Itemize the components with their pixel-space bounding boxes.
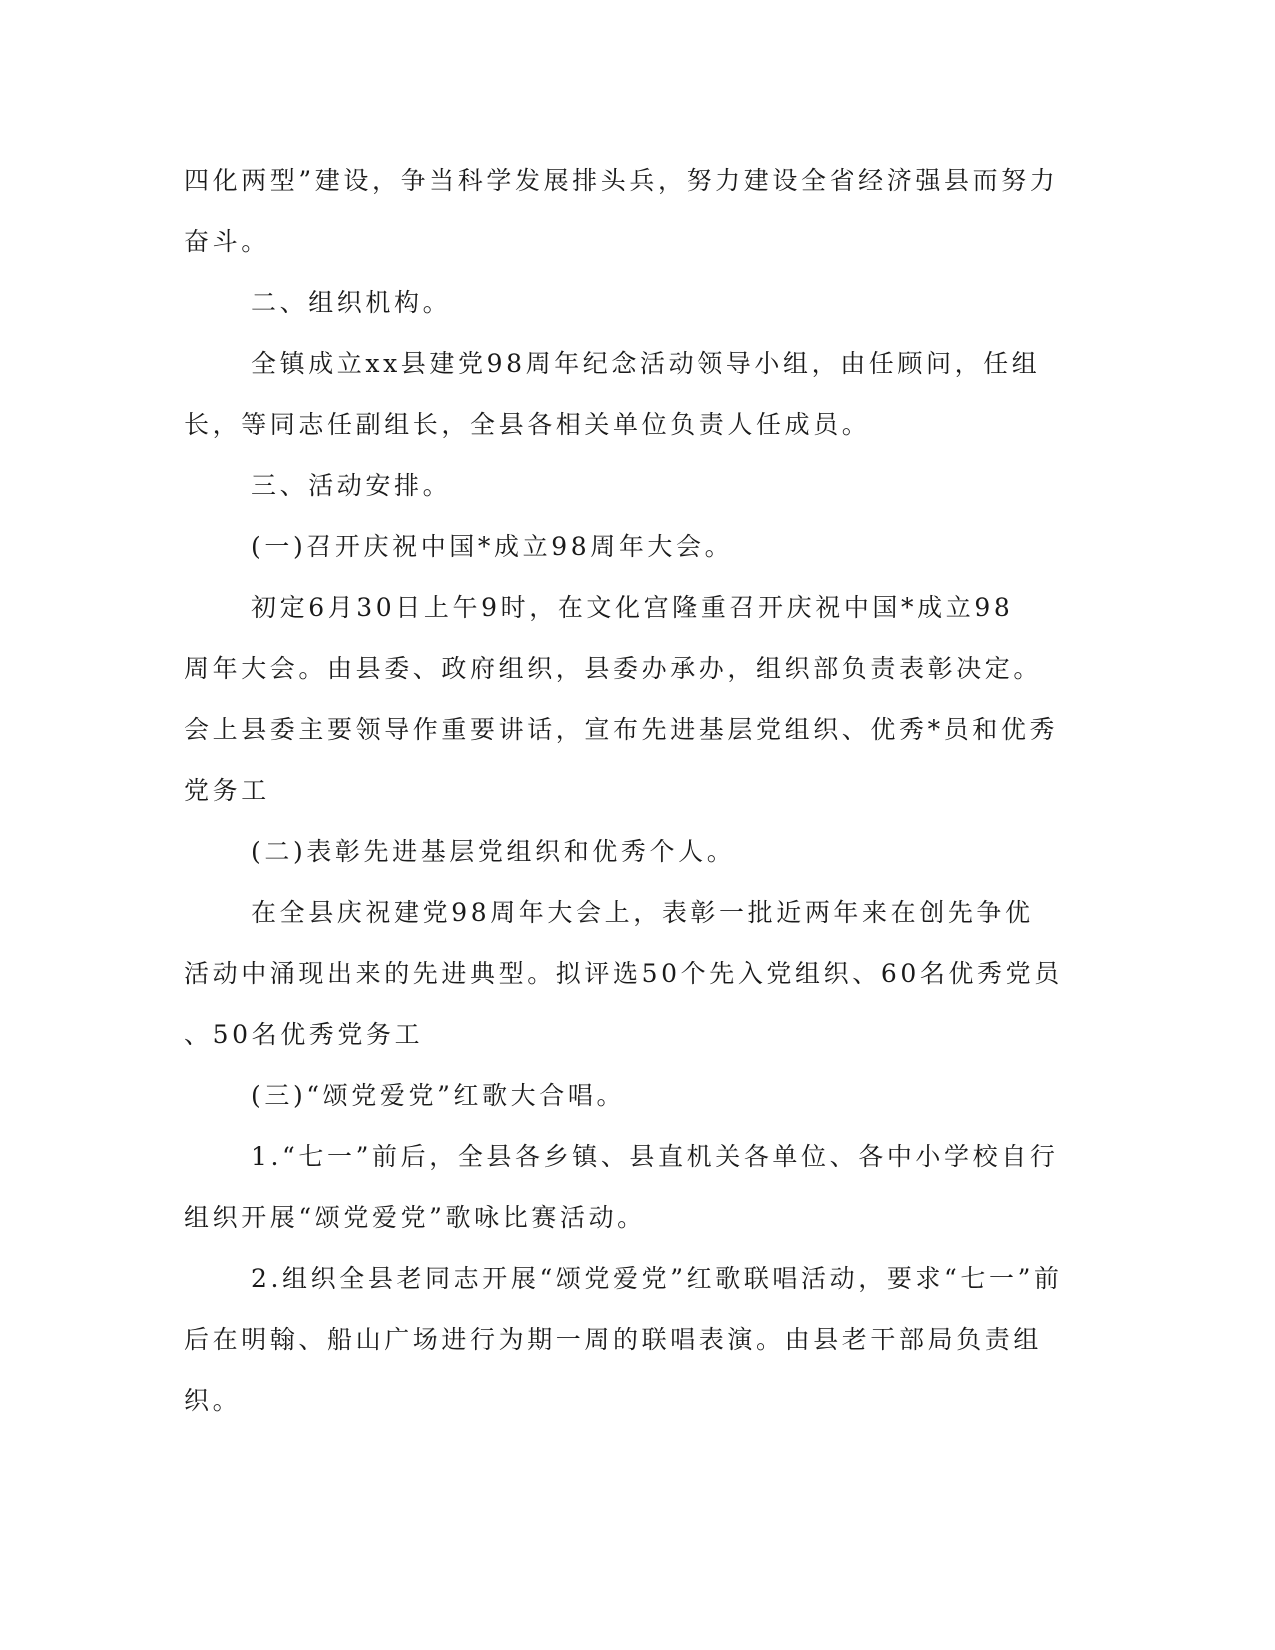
text-line: 全镇成立xx县建党98周年纪念活动领导小组，由任顾问，任组: [251, 349, 1041, 378]
text-line: 2.组织全县老同志开展“颂党爱党”红歌联唱活动，要求“七一”前: [251, 1264, 1063, 1293]
paragraph: [184, 516, 1044, 577]
text-line: 长，等同志任副组长，全县各相关单位负责人任成员。: [184, 410, 871, 439]
text-line: 组织开展“颂党爱党”歌咏比赛活动。: [184, 1203, 646, 1232]
text-line: (一)召开庆祝中国*成立98周年大会。: [251, 532, 734, 561]
paragraph: [184, 882, 1063, 1065]
text-line: 织。: [184, 1386, 242, 1415]
text-line: (二)表彰先进基层党组织和优秀个人。: [251, 837, 736, 866]
text-line: (三)“颂党爱党”红歌大合唱。: [251, 1081, 626, 1110]
text-line: 1.“七一”前后，全县各乡镇、县直机关各单位、各中小学校自行: [251, 1142, 1059, 1171]
text-line: 三、活动安排。: [251, 471, 452, 500]
text-line: 、50名优秀党务工: [184, 1020, 424, 1049]
paragraph: [184, 455, 1044, 516]
paragraph: [184, 1248, 1063, 1431]
paragraph: [184, 1126, 1059, 1248]
text-line: 周年大会。由县委、政府组织，县委办承办，组织部负责表彰决定。: [184, 654, 1043, 683]
text-line: 二、组织机构。: [251, 288, 452, 317]
paragraph: [184, 821, 1044, 882]
paragraph: [184, 1065, 1044, 1126]
paragraph: [184, 150, 1059, 272]
text-line: 会上县委主要领导作重要讲话，宣布先进基层党组织、优秀*员和优秀: [184, 715, 1059, 744]
paragraph: [184, 577, 1059, 821]
paragraph: [184, 272, 1044, 333]
text-line: 奋斗。: [184, 227, 270, 256]
paragraph: [184, 333, 1044, 455]
text-line: 党务工: [184, 776, 270, 805]
text-line: 活动中涌现出来的先进典型。拟评选50个先入党组织、60名优秀党员: [184, 959, 1063, 988]
text-line: 后在明翰、船山广场进行为期一周的联唱表演。由县老干部局负责组: [184, 1325, 1043, 1354]
text-line: 四化两型”建设，争当科学发展排头兵，努力建设全省经济强县而努力: [184, 166, 1059, 195]
document-body: [184, 150, 1063, 1431]
text-line: 在全县庆祝建党98周年大会上，表彰一批近两年来在创先争优: [251, 898, 1034, 927]
text-line: 初定6月30日上午9时，在文化宫隆重召开庆祝中国*成立98: [251, 593, 1014, 622]
